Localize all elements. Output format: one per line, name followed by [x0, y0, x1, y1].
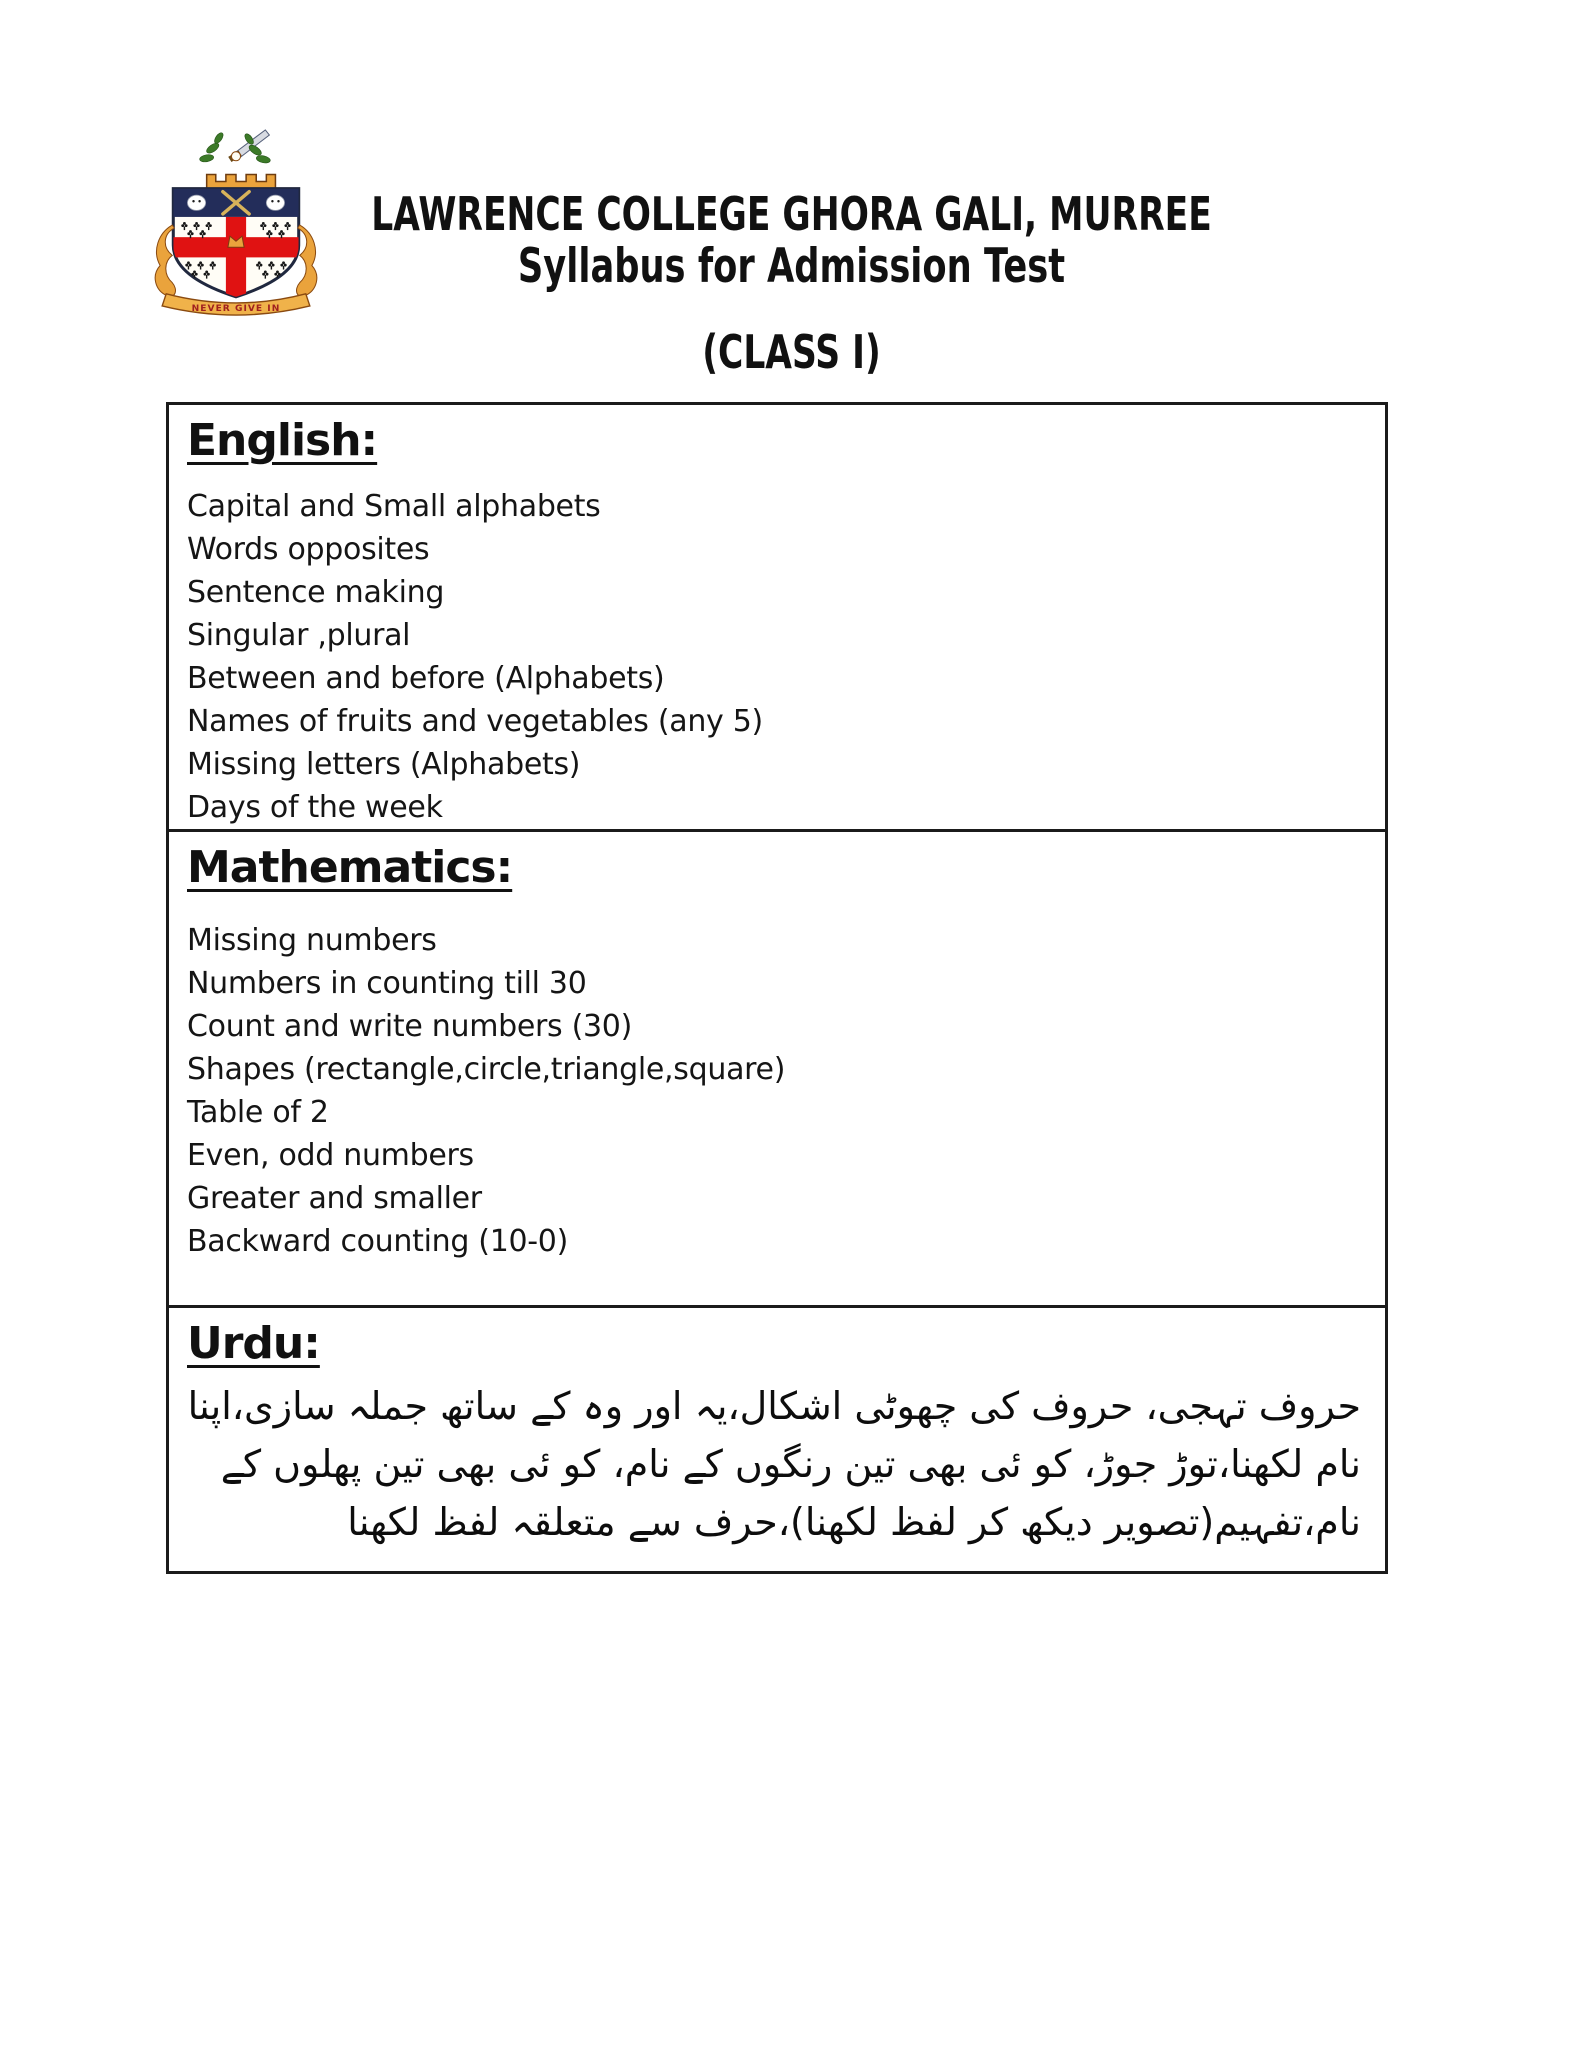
class-label: (CLASS I) [702, 325, 881, 379]
topic-item: Between and before (Alphabets) [187, 661, 665, 696]
document-title: Syllabus for Admission Test [517, 239, 1066, 294]
mathematics-heading: Mathematics: [187, 842, 513, 893]
topic-item: Sentence making [187, 575, 445, 610]
topic-item: Capital and Small alphabets [187, 489, 601, 524]
topic-item: Even, odd numbers [187, 1138, 474, 1173]
mathematics-topic-list [187, 919, 1385, 1263]
topic-item: Missing letters (Alphabets) [187, 747, 581, 782]
urdu-heading: Urdu: [187, 1318, 320, 1369]
section-mathematics [169, 832, 1385, 1308]
syllabus-table [166, 402, 1388, 1574]
topic-item: Days of the week [187, 790, 443, 825]
college-name: LAWRENCE COLLEGE GHORA GALI, MURREE [371, 187, 1212, 241]
section-urdu [169, 1308, 1385, 1571]
topic-item: Table of 2 [187, 1095, 329, 1130]
english-topic-list [187, 485, 1385, 829]
crest-top-ornament [199, 130, 271, 164]
crest-motto-text: NEVER GIVE IN [191, 304, 281, 314]
topic-item: Names of fruits and vegetables (any 5) [187, 704, 763, 739]
topic-item: Words opposites [187, 532, 430, 567]
topic-item: Singular ,plural [187, 618, 411, 653]
urdu-line: حروف تہجی، حروف کی چھوٹی اشکال،یہ اور وہ کے ساتھ جملہ سازی،اپنا [187, 1384, 1361, 1428]
urdu-line: نام،تفہیم(تصویر دیکھ کر لفظ لکھنا)،حرف سے متعلقہ لفظ لکھنا [347, 1500, 1361, 1544]
topic-item: Greater and smaller [187, 1181, 482, 1216]
topic-item: Shapes (rectangle,circle,triangle,square) [187, 1052, 786, 1087]
topic-item: Backward counting (10-0) [187, 1224, 568, 1259]
topic-item: Missing numbers [187, 923, 437, 958]
english-heading: English: [187, 415, 378, 466]
urdu-line: نام لکھنا،توڑ جوڑ، کو ئی بھی تین رنگوں کے نام، کو ئی بھی تین پھلوں کے [220, 1442, 1361, 1486]
section-english [169, 405, 1385, 832]
topic-item: Numbers in counting till 30 [187, 966, 587, 1001]
topic-item: Count and write numbers (30) [187, 1009, 632, 1044]
urdu-paragraph [187, 1377, 1361, 1551]
crest-crown [207, 174, 276, 188]
